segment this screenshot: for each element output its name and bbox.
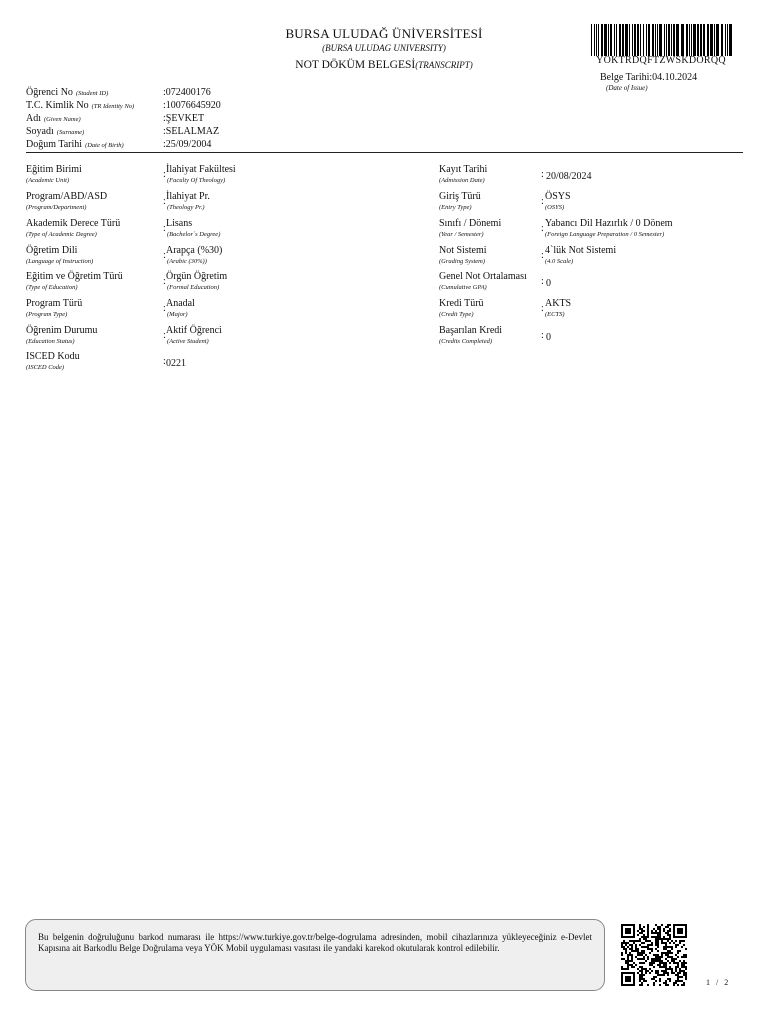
education-type-field <box>26 271 426 297</box>
birth-date-value: :25/09/2004 <box>163 139 212 150</box>
degree-type-value-en: (Bachelor´s Degree) <box>167 231 221 238</box>
academic-unit-label: Eğitim Birimi <box>26 164 82 175</box>
education-type-value: Örgün Öğretim <box>166 271 228 282</box>
colon: : <box>163 196 166 207</box>
year-semester-label-en: (Year / Semester) <box>439 231 484 238</box>
entry-type-label: Giriş Türü <box>439 191 481 202</box>
verification-notice: Bu belgenin doğruluğunu barkod numarası ile https://www.turkiye.gov.tr/belge-dogrulama adresinden, mobil cihazlarınıza yükleyeceğiniz e-Devlet Kapısına ait Barkodlu Belge Doğrulama veya YÖK Mobil uygulaması vasıtası ile yandaki karekod okutularak kontrol edilebilir. <box>25 919 605 991</box>
program-value-en: (Theology Pr.) <box>167 204 205 211</box>
admission-date-label-en: (Admission Date) <box>439 177 485 184</box>
instruction-language-label: Öğretim Dili <box>26 245 78 256</box>
surname-value: :SELALMAZ <box>163 126 220 137</box>
year-semester-value-en: (Foreign Language Preparation / 0 Semester) <box>545 231 665 238</box>
tc-identity-label: T.C. Kimlik No <box>26 100 89 111</box>
degree-type-label-en: (Type of Academic Degree) <box>26 231 97 238</box>
issue-date-row <box>600 72 697 83</box>
program-type-label-en: (Program Type) <box>26 311 68 318</box>
program-field <box>26 191 426 217</box>
academic-unit-field <box>26 164 426 190</box>
credit-type-label: Kredi Türü <box>439 298 484 309</box>
education-status-value: Aktif Öğrenci <box>166 325 222 336</box>
instruction-language-label-en: (Language of Instruction) <box>26 258 94 265</box>
barcode-code: YOKTRDQFTZWSKDORQQ <box>596 55 726 66</box>
tc-identity-label-en: (TR Identity No) <box>91 103 135 110</box>
academic-unit-value-en: (Faculty Of Theology) <box>167 177 226 184</box>
student-id-label: Öğrenci No <box>26 87 73 98</box>
program-type-label: Program Türü <box>26 298 83 309</box>
colon: : <box>163 330 166 341</box>
colon: : <box>541 169 544 180</box>
colon: : <box>163 223 166 234</box>
barcode-image <box>590 24 732 56</box>
education-type-label-en: (Type of Education) <box>26 284 78 291</box>
program-type-field <box>26 298 426 324</box>
admission-date-label: Kayıt Tarihi <box>439 164 488 175</box>
student-id-row <box>26 87 211 100</box>
colon: : <box>541 196 544 207</box>
credits-completed-label-en: (Credits Completed) <box>439 338 493 345</box>
colon: : <box>541 276 544 287</box>
isced-code-field <box>26 351 426 377</box>
tc-identity-value: :10076645920 <box>163 100 221 111</box>
education-type-value-en: (Formal Education) <box>167 284 220 291</box>
colon: : <box>541 250 544 261</box>
entry-type-label-en: (Entry Type) <box>439 204 472 211</box>
cumulative-gpa-label-en: (Cumulative GPA) <box>439 284 487 291</box>
birth-date-label: Doğum Tarihi <box>26 139 83 150</box>
document-title-tr: NOT DÖKÜM BELGESİ <box>295 59 416 71</box>
academic-unit-value: İlahiyat Fakültesi <box>166 164 236 175</box>
admission-date-value: 20/08/2024 <box>546 171 592 182</box>
entry-type-value: ÖSYS <box>545 191 571 202</box>
program-value: İlahiyat Pr. <box>166 191 210 202</box>
education-status-label: Öğrenim Durumu <box>26 325 98 336</box>
degree-type-field <box>26 218 426 244</box>
colon: : <box>163 303 166 314</box>
birth-date-row <box>26 139 212 152</box>
colon: : <box>541 303 544 314</box>
section-divider <box>26 152 743 153</box>
tc-identity-row <box>26 100 221 113</box>
issue-date-label: Belge Tarihi: <box>600 72 653 83</box>
credit-type-label-en: (Credit Type) <box>439 311 474 318</box>
colon: : <box>163 250 166 261</box>
entry-type-field <box>439 191 739 217</box>
student-id-value: :072400176 <box>163 87 211 98</box>
university-name: BURSA ULUDAĞ ÜNİVERSİTESİ <box>285 26 483 41</box>
education-type-label: Eğitim ve Öğretim Türü <box>26 271 123 282</box>
grading-system-value-en: (4.0 Scale) <box>545 258 574 265</box>
colon: : <box>163 276 166 287</box>
grading-system-value: 4`lük Not Sistemi <box>545 245 617 256</box>
qr-code-image <box>621 924 687 986</box>
grading-system-label-en: (Grading System) <box>439 258 486 265</box>
student-id-label-en: (Student ID) <box>75 90 109 97</box>
isced-code-label: ISCED Kodu <box>26 351 80 362</box>
isced-code-value: 0221 <box>166 358 186 369</box>
program-label: Program/ABD/ASD <box>26 191 108 202</box>
cumulative-gpa-value: 0 <box>546 278 551 289</box>
given-name-label-en: (Given Name) <box>44 116 81 123</box>
education-status-field <box>26 325 426 351</box>
education-status-label-en: (Education Status) <box>26 338 75 345</box>
issue-date-label-en: (Date of Issue) <box>606 84 648 92</box>
university-name-en: (BURSA ULUDAG UNIVERSITY) <box>322 43 446 53</box>
entry-type-value-en: (OSYS) <box>545 204 565 211</box>
instruction-language-field <box>26 245 426 271</box>
year-semester-label: Sınıfı / Dönemi <box>439 218 502 229</box>
admission-date-field <box>439 164 739 190</box>
program-type-value: Anadal <box>166 298 195 309</box>
credit-type-value: AKTS <box>545 298 572 309</box>
degree-type-value: Lisans <box>166 218 193 229</box>
colon: : <box>541 330 544 341</box>
credits-completed-field <box>439 325 739 351</box>
colon: : <box>163 356 166 367</box>
issue-date-value: 04.10.2024 <box>652 72 698 83</box>
academic-unit-label-en: (Academic Unit) <box>26 177 70 184</box>
credits-completed-value: 0 <box>546 332 551 343</box>
program-type-value-en: (Major) <box>167 311 188 318</box>
birth-date-label-en: (Date of Birth) <box>85 142 124 149</box>
credit-type-field <box>439 298 739 324</box>
credits-completed-label: Başarılan Kredi <box>439 325 503 336</box>
surname-label: Soyadı <box>26 126 54 137</box>
given-name-value: :ŞEVKET <box>163 113 205 124</box>
degree-type-label: Akademik Derece Türü <box>26 218 121 229</box>
year-semester-field <box>439 218 739 244</box>
colon: : <box>163 169 166 180</box>
year-semester-value: Yabancı Dil Hazırlık / 0 Dönem <box>545 218 673 229</box>
grading-system-label: Not Sistemi <box>439 245 487 256</box>
page-number: 1 / 2 <box>706 978 731 987</box>
credit-type-value-en: (ECTS) <box>545 311 565 318</box>
education-status-value-en: (Active Student) <box>167 338 209 345</box>
document-title-en: (TRANSCRIPT) <box>415 60 473 70</box>
surname-row <box>26 126 220 139</box>
given-name-row <box>26 113 205 126</box>
instruction-language-value: Arapça (%30) <box>166 245 223 256</box>
program-label-en: (Program/Department) <box>26 204 87 211</box>
instruction-language-value-en: (Arabic (30%)) <box>167 258 207 265</box>
grading-system-field <box>439 245 739 271</box>
colon: : <box>541 223 544 234</box>
cumulative-gpa-field <box>439 271 739 297</box>
given-name-label: Adı <box>26 113 41 124</box>
isced-code-label-en: (ISCED Code) <box>26 364 65 371</box>
cumulative-gpa-label: Genel Not Ortalaması <box>439 271 527 282</box>
surname-label-en: (Surname) <box>56 129 85 136</box>
